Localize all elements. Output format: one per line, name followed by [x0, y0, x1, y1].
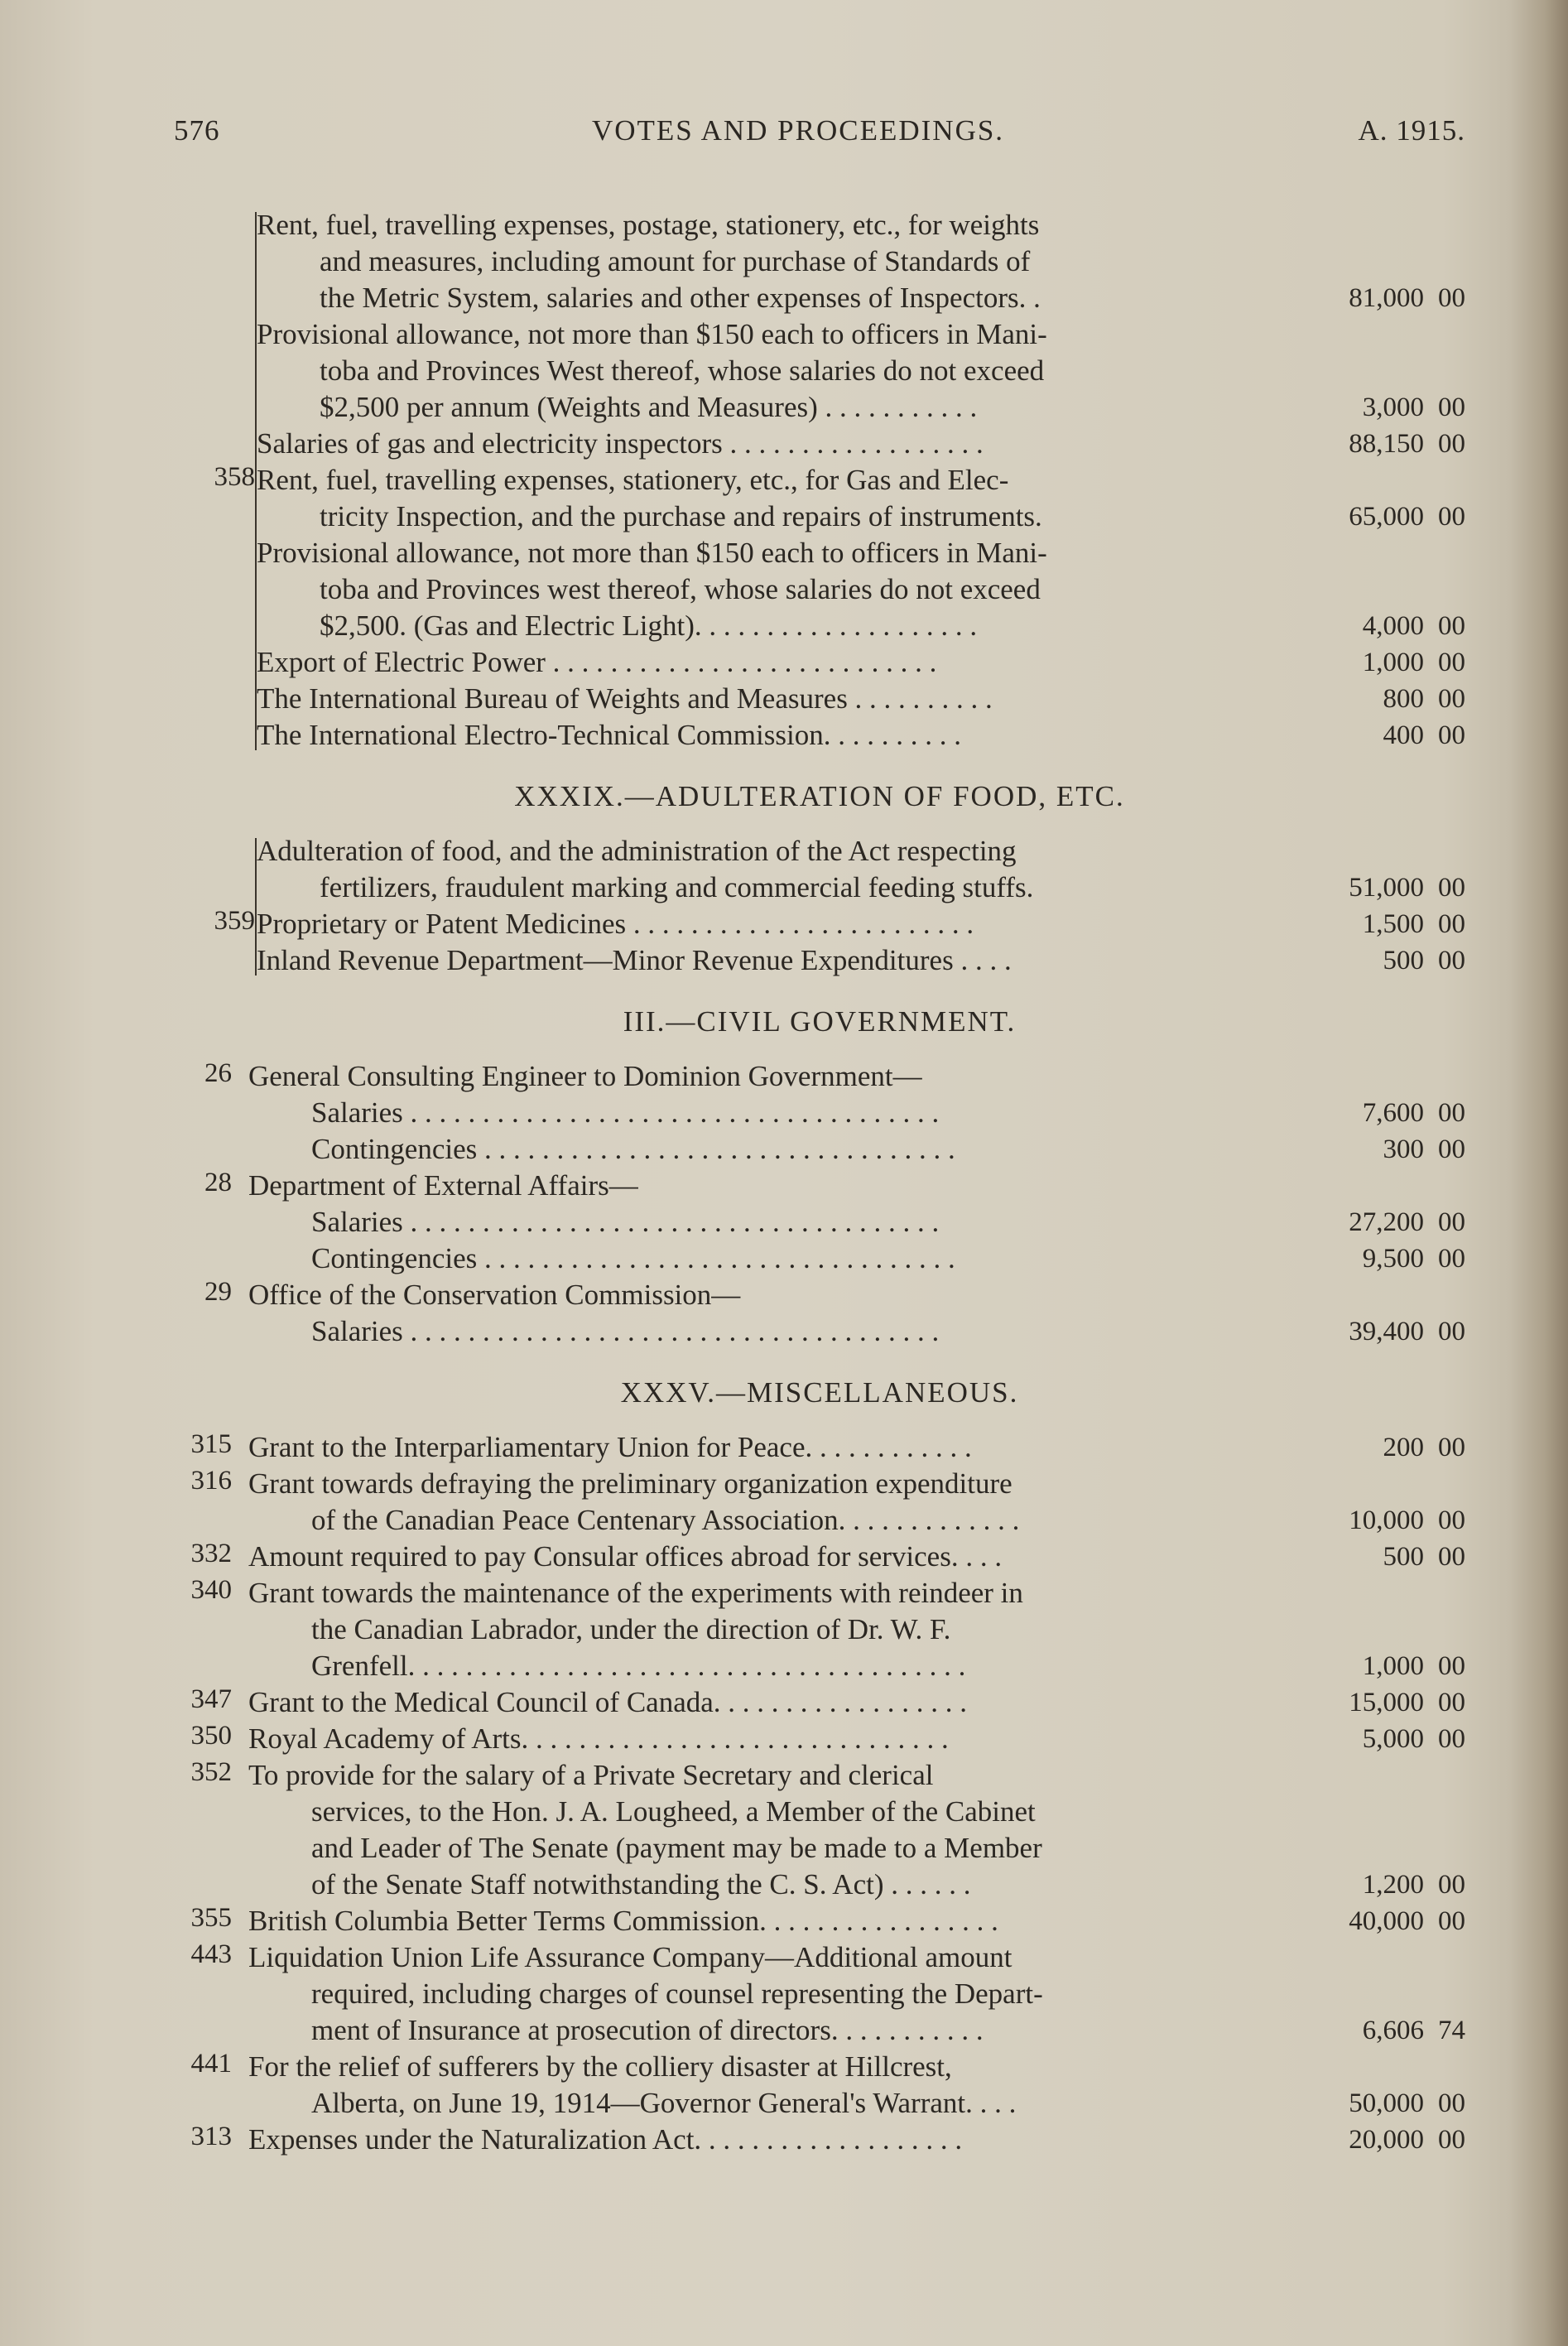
sub-item-label: Salaries . . . . . . . . . . . . . . . . . . . . . . . . . . . . . . . . . . . . .: [311, 1096, 940, 1129]
item-text: The International Bureau of Weights and Measures . . . . . . . . . .: [257, 682, 993, 715]
amount: [1279, 1240, 1465, 1277]
vote-number: 332: [190, 1539, 232, 1568]
item-text: Grant to the Medical Council of Canada. . . . . . . . . . . . . . . . . .: [248, 1686, 968, 1718]
item-line: [257, 644, 1465, 681]
amount-dollars: 50,000: [1349, 2088, 1424, 2118]
amount: [1279, 2122, 1465, 2158]
entry-title-line: [248, 1168, 1465, 1204]
vote-number: 355: [190, 1903, 232, 1933]
sub-item-label: Salaries . . . . . . . . . . . . . . . . . . . . . . . . . . . . . . . . . . . . .: [311, 1315, 940, 1347]
item-line: [257, 499, 1465, 535]
amount: [1279, 1095, 1465, 1131]
vote-entry: [174, 1939, 1465, 2049]
item-line: [257, 571, 1465, 608]
vote-entry: [174, 1168, 1465, 1277]
item-text: Provisional allowance, not more than $150 each to officers in Mani-: [257, 318, 1047, 350]
item-line: [248, 1502, 1465, 1539]
item-line: [257, 608, 1465, 644]
item-line: [248, 2085, 1465, 2122]
item-line: [248, 1648, 1465, 1684]
page-spine-shadow: [1510, 0, 1568, 2346]
amount-cents: 00: [1438, 1688, 1465, 1717]
amount-cents: 00: [1438, 1870, 1465, 1900]
item-line: [248, 1466, 1465, 1502]
item-line: [248, 1611, 1465, 1648]
item-text: Amount required to pay Consular offices abroad for services. . . .: [248, 1540, 1003, 1573]
amount-cents: 00: [1438, 1651, 1465, 1681]
item-line: [257, 243, 1465, 280]
amount-dollars: 65,000: [1349, 502, 1424, 532]
amount-dollars: 40,000: [1349, 1906, 1424, 1936]
amount: [1279, 870, 1465, 906]
vote-number: 352: [190, 1757, 232, 1787]
amount-dollars: 3,000: [1362, 393, 1424, 422]
item-text: Expenses under the Naturalization Act. . . . . . . . . . . . . . . . . . .: [248, 2123, 963, 2156]
amount: [1279, 1313, 1465, 1350]
item-text: $2,500 per annum (Weights and Measures) . . . . . . . . . . .: [320, 391, 978, 423]
amount-dollars: 200: [1383, 1433, 1424, 1462]
amount: [1279, 644, 1465, 681]
amount: [1279, 1648, 1465, 1684]
item-text: toba and Provinces west thereof, whose salaries do not exceed: [320, 573, 1041, 605]
vote-number: 315: [190, 1429, 232, 1459]
amount: [1279, 2085, 1465, 2122]
amount-dollars: 27,200: [1349, 1207, 1424, 1237]
section-heading: III.—CIVIL GOVERNMENT.: [623, 1005, 1017, 1038]
item-line: [248, 1903, 1465, 1939]
vote-entry: [174, 1757, 1465, 1903]
item-line: [248, 1539, 1465, 1575]
amount-cents: 00: [1438, 393, 1465, 422]
item-text: the Canadian Labrador, under the direction of Dr. W. F.: [311, 1613, 951, 1645]
item-text: fertilizers, fraudulent marking and commercial feeding stuffs.: [320, 871, 1034, 903]
amount-cents: 00: [1438, 1505, 1465, 1535]
item-line: [248, 1976, 1465, 2012]
item-line: [248, 1794, 1465, 1830]
vote-number: 358: [214, 462, 255, 492]
entry-title: Department of External Affairs—: [248, 1169, 638, 1202]
item-text: and measures, including amount for purchase of Standards of: [320, 245, 1031, 277]
amount-cents: 00: [1438, 2125, 1465, 2155]
item-line: [248, 1575, 1465, 1611]
sub-item-line: [248, 1240, 1465, 1277]
amount-dollars: 88,150: [1349, 429, 1424, 459]
item-line: [248, 1721, 1465, 1757]
amount-dollars: 500: [1383, 1542, 1424, 1572]
item-text: Salaries of gas and electricity inspectors . . . . . . . . . . . . . . . . . .: [257, 427, 984, 460]
amount: [1279, 1539, 1465, 1575]
item-line: [248, 1867, 1465, 1903]
amount-dollars: 1,500: [1362, 909, 1424, 939]
amount-dollars: 20,000: [1349, 2125, 1424, 2155]
amount-dollars: 400: [1383, 720, 1424, 750]
vote-number: 347: [190, 1684, 232, 1714]
amount: [1279, 1903, 1465, 1939]
item-line: [257, 207, 1465, 243]
amount-cents: 00: [1438, 611, 1465, 641]
amount: [1279, 942, 1465, 979]
amount: [1279, 1867, 1465, 1903]
item-line: [248, 1684, 1465, 1721]
item-text: Rent, fuel, travelling expenses, postage, stationery, etc., for weights: [257, 209, 1040, 241]
line-item: [174, 2122, 1465, 2158]
amount-cents: 00: [1438, 1134, 1465, 1164]
vote-number: 340: [190, 1575, 232, 1605]
item-text: Alberta, on June 19, 1914—Governor General's Warrant. . . .: [311, 2087, 1017, 2119]
session-year: A. 1915.: [1358, 114, 1465, 147]
amount-dollars: 39,400: [1349, 1317, 1424, 1346]
item-text: Proprietary or Patent Medicines . . . . . . . . . . . . . . . . . . . . . . . .: [257, 908, 974, 940]
vote-entry: [174, 1539, 1465, 1575]
amount: [1279, 906, 1465, 942]
amount-dollars: 1,000: [1362, 1651, 1424, 1681]
item-text: required, including charges of counsel representing the Depart-: [311, 1977, 1043, 2010]
amount-dollars: 15,000: [1349, 1688, 1424, 1717]
line-item: [174, 942, 1465, 979]
amount-dollars: 9,500: [1362, 1244, 1424, 1274]
vote-number: 29: [204, 1277, 232, 1307]
vote-entry: [174, 1575, 1465, 1684]
vote-entry: [174, 1429, 1465, 1466]
vote-number: 26: [204, 1058, 232, 1088]
item-text: of the Canadian Peace Centenary Association. . . . . . . . . . . . .: [311, 1504, 1020, 1536]
amount-dollars: 800: [1383, 684, 1424, 714]
item-line: [257, 535, 1465, 571]
amount-cents: 00: [1438, 684, 1465, 714]
vote-number: 316: [190, 1466, 232, 1496]
line-item: [174, 316, 1465, 426]
amount-dollars: 300: [1383, 1134, 1424, 1164]
line-item: [174, 1721, 1465, 1757]
amount: [1279, 499, 1465, 535]
line-item: [174, 2049, 1465, 2122]
line-item: [174, 1539, 1465, 1575]
line-item: [174, 717, 1465, 754]
item-text: Liquidation Union Life Assurance Company—Additional amount: [248, 1941, 1012, 1973]
line-item: [174, 535, 1465, 644]
item-text: toba and Provinces West thereof, whose salaries do not exceed: [320, 354, 1045, 387]
amount: [1279, 1721, 1465, 1757]
entry-title: General Consulting Engineer to Dominion Government—: [248, 1060, 922, 1092]
vote-entry: [174, 2049, 1465, 2122]
amount-dollars: 1,200: [1362, 1870, 1424, 1900]
group-items: [174, 833, 1465, 979]
amount-cents: 00: [1438, 2088, 1465, 2118]
vote-entry: [174, 1903, 1465, 1939]
section-heading: XXXV.—MISCELLANEOUS.: [620, 1376, 1019, 1409]
line-item: [174, 1757, 1465, 1903]
item-text: and Leader of The Senate (payment may be made to a Member: [311, 1832, 1042, 1864]
item-line: [248, 1429, 1465, 1466]
item-text: Grant towards the maintenance of the experiments with reindeer in: [248, 1577, 1023, 1609]
amount-cents: 00: [1438, 1244, 1465, 1274]
amount: [1279, 1429, 1465, 1466]
item-text: Inland Revenue Department—Minor Revenue Expenditures . . . .: [257, 944, 1012, 976]
amount: [1279, 2012, 1465, 2049]
item-line: [257, 717, 1465, 754]
item-text: Adulteration of food, and the administration of the Act respecting: [257, 835, 1017, 867]
item-line: [257, 906, 1465, 942]
vote-entry: [174, 1721, 1465, 1757]
line-item: [174, 1903, 1465, 1939]
item-text: To provide for the salary of a Private Secretary and clerical: [248, 1759, 934, 1791]
amount: [1279, 1684, 1465, 1721]
amount: [1279, 1204, 1465, 1240]
amount-dollars: 7,600: [1362, 1098, 1424, 1128]
item-line: [257, 389, 1465, 426]
vote-entry: [174, 2122, 1465, 2158]
item-line: [257, 316, 1465, 353]
amount-cents: 00: [1438, 283, 1465, 313]
sub-item-label: Contingencies . . . . . . . . . . . . . . . . . . . . . . . . . . . . . . . . .: [311, 1133, 955, 1165]
group-items: [174, 207, 1465, 754]
line-item: [174, 1939, 1465, 2049]
amount-dollars: 6,606: [1362, 2016, 1424, 2045]
amount-cents: 00: [1438, 873, 1465, 903]
amount: [1279, 1131, 1465, 1168]
item-text: Grenfell. . . . . . . . . . . . . . . . . . . . . . . . . . . . . . . . . . . . . . .: [311, 1650, 966, 1682]
section-heading: XXXIX.—ADULTERATION OF FOOD, ETC.: [514, 780, 1125, 812]
vote-number: 441: [190, 2049, 232, 2079]
amount: [1279, 681, 1465, 717]
line-item: [174, 1684, 1465, 1721]
amount-cents: 00: [1438, 720, 1465, 750]
amount-dollars: 1,000: [1362, 648, 1424, 677]
item-text: $2,500. (Gas and Electric Light). . . . . . . . . . . . . . . . . . . .: [320, 609, 978, 642]
item-line: [257, 870, 1465, 906]
vote-group-358: [174, 207, 1465, 754]
page-header: [174, 114, 1465, 156]
vote-entry: [174, 1684, 1465, 1721]
item-text: Grant to the Interparliamentary Union for Peace. . . . . . . . . . . .: [248, 1431, 972, 1463]
amount-dollars: 500: [1383, 946, 1424, 975]
vote-entry: [174, 1277, 1465, 1350]
line-item: [174, 1466, 1465, 1539]
item-text: the Metric System, salaries and other expenses of Inspectors. .: [320, 282, 1041, 314]
entry-title-line: [248, 1277, 1465, 1313]
amount-dollars: 51,000: [1349, 873, 1424, 903]
amount: [1279, 280, 1465, 316]
item-text: ment of Insurance at prosecution of directors. . . . . . . . . . .: [311, 2014, 984, 2046]
line-item: [174, 207, 1465, 316]
amount-cents: 00: [1438, 502, 1465, 532]
item-line: [257, 426, 1465, 462]
line-item: [174, 426, 1465, 462]
item-line: [248, 2049, 1465, 2085]
sub-item-label: Salaries . . . . . . . . . . . . . . . . . . . . . . . . . . . . . . . . . . . . .: [311, 1206, 940, 1238]
item-text: of the Senate Staff notwithstanding the C. S. Act) . . . . . .: [311, 1868, 971, 1900]
vote-entry: [174, 1058, 1465, 1168]
item-text: services, to the Hon. J. A. Lougheed, a Member of the Cabinet: [311, 1795, 1036, 1828]
document-body: [174, 207, 1465, 2158]
sub-item-line: [248, 1095, 1465, 1131]
vote-number: 359: [214, 906, 255, 936]
vote-entry: [174, 1466, 1465, 1539]
line-item: [174, 681, 1465, 717]
item-line: [248, 2122, 1465, 2158]
amount-dollars: 81,000: [1349, 283, 1424, 313]
item-text: Rent, fuel, travelling expenses, stationery, etc., for Gas and Elec-: [257, 464, 1009, 496]
line-item: [174, 644, 1465, 681]
item-line: [257, 833, 1465, 870]
amount: [1279, 389, 1465, 426]
vote-number: 350: [190, 1721, 232, 1751]
item-text: The International Electro-Technical Commission. . . . . . . . . .: [257, 719, 961, 751]
vote-number: 28: [204, 1168, 232, 1197]
item-line: [257, 280, 1465, 316]
line-item: [174, 833, 1465, 906]
item-text: Provisional allowance, not more than $150 each to officers in Mani-: [257, 537, 1047, 569]
amount-cents: 00: [1438, 429, 1465, 459]
entry-title-line: [248, 1058, 1465, 1095]
item-line: [248, 1939, 1465, 1976]
item-text: For the relief of sufferers by the colliery disaster at Hillcrest,: [248, 2050, 952, 2083]
line-item: [174, 906, 1465, 942]
item-text: Grant towards defraying the preliminary organization expenditure: [248, 1467, 1012, 1500]
amount: [1279, 608, 1465, 644]
vote-number: 443: [190, 1939, 232, 1969]
amount: [1279, 717, 1465, 754]
running-title: VOTES AND PROCEEDINGS.: [592, 114, 1005, 147]
item-text: British Columbia Better Terms Commission. . . . . . . . . . . . . . . . .: [248, 1905, 998, 1937]
amount-cents: 00: [1438, 1724, 1465, 1754]
amount-cents: 00: [1438, 1317, 1465, 1346]
amount-cents: 00: [1438, 1906, 1465, 1936]
sub-item-line: [248, 1204, 1465, 1240]
amount-dollars: 4,000: [1362, 611, 1424, 641]
amount: [1279, 426, 1465, 462]
amount-dollars: 5,000: [1362, 1724, 1424, 1754]
amount-cents: 00: [1438, 648, 1465, 677]
amount-cents: 00: [1438, 1098, 1465, 1128]
page-number: 576: [174, 114, 220, 147]
line-item: [174, 462, 1465, 535]
item-line: [248, 1757, 1465, 1794]
sub-item-line: [248, 1313, 1465, 1350]
amount-cents: 00: [1438, 946, 1465, 975]
item-text: Export of Electric Power . . . . . . . . . . . . . . . . . . . . . . . . . . .: [257, 646, 937, 678]
amount-cents: 00: [1438, 1433, 1465, 1462]
item-line: [257, 942, 1465, 979]
item-line: [257, 353, 1465, 389]
vote-group-359: [174, 833, 1465, 979]
sub-item-label: Contingencies . . . . . . . . . . . . . . . . . . . . . . . . . . . . . . . . .: [311, 1242, 955, 1274]
sub-item-line: [248, 1131, 1465, 1168]
amount-cents: 00: [1438, 1542, 1465, 1572]
entry-title: Office of the Conservation Commission—: [248, 1279, 741, 1311]
line-item: [174, 1429, 1465, 1466]
item-line: [257, 462, 1465, 499]
item-text: tricity Inspection, and the purchase and repairs of instruments.: [320, 500, 1042, 532]
item-line: [248, 1830, 1465, 1867]
amount-cents: 74: [1438, 2016, 1465, 2045]
amount-dollars: 10,000: [1349, 1505, 1424, 1535]
item-line: [257, 681, 1465, 717]
item-line: [248, 2012, 1465, 2049]
amount-cents: 00: [1438, 1207, 1465, 1237]
amount-cents: 00: [1438, 909, 1465, 939]
item-text: Royal Academy of Arts. . . . . . . . . . . . . . . . . . . . . . . . . . . . . .: [248, 1722, 949, 1755]
vote-number: 313: [190, 2122, 232, 2151]
line-item: [174, 1575, 1465, 1684]
amount: [1279, 1502, 1465, 1539]
